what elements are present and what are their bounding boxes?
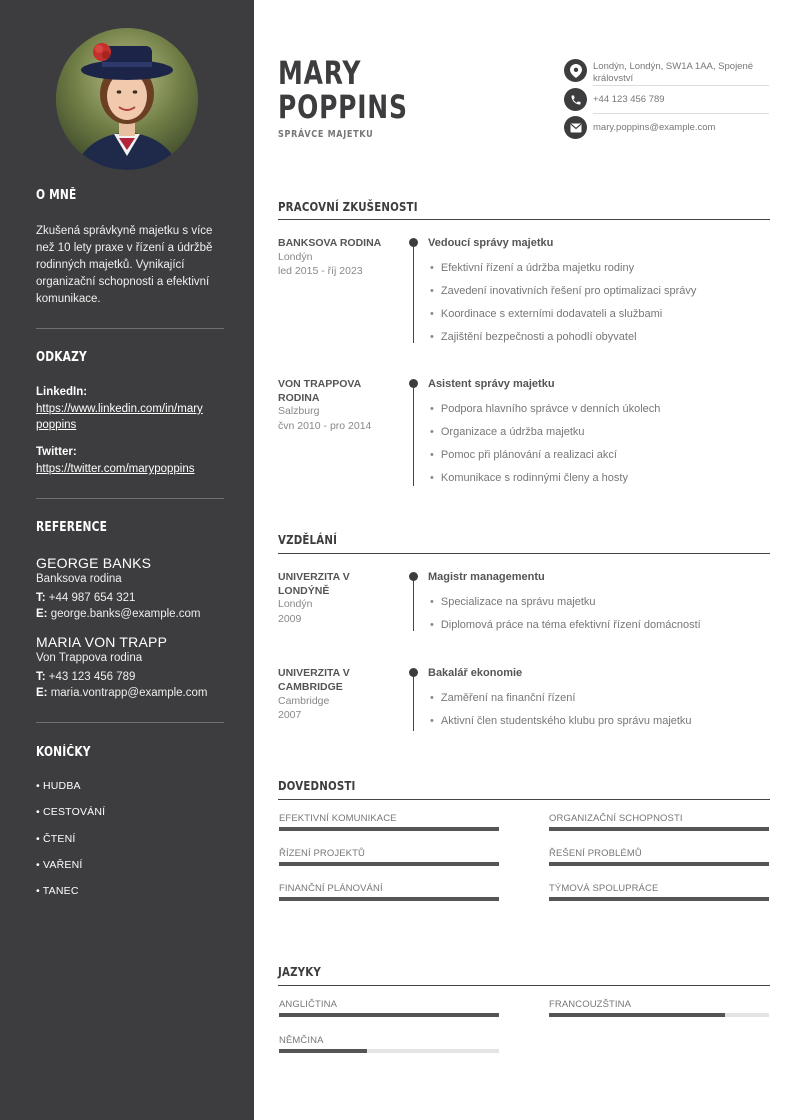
skill-bar-track bbox=[549, 862, 769, 866]
skills-title: DOVEDNOSTI bbox=[278, 778, 356, 793]
language-item bbox=[549, 999, 769, 1017]
twitter-link[interactable]: https://twitter.com/marypoppins bbox=[36, 463, 195, 475]
skill-bar-fill bbox=[549, 897, 769, 901]
bullet-item: • Aktivní člen studentského klubu pro správu majetku bbox=[430, 715, 692, 727]
hobby-item: • HUDBA bbox=[36, 780, 81, 792]
timeline-line bbox=[413, 384, 414, 486]
bullet-item: • Koordinace s externími dodavateli a službami bbox=[430, 308, 662, 320]
skill-label: FINANČNÍ PLÁNOVÁNÍ bbox=[279, 883, 383, 894]
job-role: SPRÁVCE MAJETKU bbox=[278, 129, 374, 140]
phone-text: +44 123 456 789 bbox=[593, 94, 665, 105]
skill-label: ŘEŠENÍ PROBLÉMŮ bbox=[549, 848, 642, 859]
job-position: Vedoucí správy majetku bbox=[428, 237, 554, 249]
reference-name: GEORGE BANKS bbox=[36, 555, 152, 571]
divider bbox=[36, 498, 224, 499]
reference-name: MARIA VON TRAPP bbox=[36, 634, 168, 650]
employment-dates: led 2015 - říj 2023 bbox=[278, 265, 363, 277]
language-bar-track bbox=[279, 1013, 499, 1017]
phone-value: +44 987 654 321 bbox=[48, 592, 136, 604]
section-divider bbox=[278, 553, 770, 554]
about-text: Zkušená správkyně majetku s více než 10 lety praxe v řízení a údržbě rodinných majetků. Vynikající organizační schopnosti a efektivní komunikace. bbox=[36, 225, 213, 305]
school-name: UNIVERZITA V CAMBRIDGE bbox=[278, 667, 350, 693]
links-title: ODKAZY bbox=[36, 350, 87, 365]
timeline-dot bbox=[409, 379, 418, 388]
graduation-year: 2007 bbox=[278, 709, 302, 721]
job-position: Asistent správy majetku bbox=[428, 378, 555, 390]
portrait-image bbox=[56, 28, 198, 170]
phone-label: T: bbox=[36, 671, 46, 683]
timeline-line bbox=[413, 673, 414, 731]
language-bar-fill bbox=[279, 1013, 499, 1017]
bullet-item: • Diplomová práce na téma efektivní řízení domácností bbox=[430, 619, 701, 631]
bullet-item: • Efektivní řízení a údržba majetku rodiny bbox=[430, 262, 634, 274]
skill-bar-track bbox=[279, 862, 499, 866]
skill-bar-track bbox=[279, 827, 499, 831]
graduation-year: 2009 bbox=[278, 613, 302, 625]
mail-icon bbox=[564, 116, 587, 139]
skill-item bbox=[279, 848, 499, 866]
hobby-item: • ČTENÍ bbox=[36, 833, 76, 845]
timeline-dot bbox=[409, 238, 418, 247]
skill-bar-fill bbox=[549, 862, 769, 866]
avatar bbox=[56, 28, 198, 170]
language-bar-fill bbox=[279, 1049, 367, 1053]
language-bar-track bbox=[549, 1013, 769, 1017]
person-name bbox=[278, 56, 408, 124]
sidebar bbox=[0, 0, 254, 1120]
linkedin-label: LinkedIn: bbox=[36, 386, 88, 398]
skill-label: EFEKTIVNÍ KOMUNIKACE bbox=[279, 813, 397, 824]
bullet-item: • Organizace a údržba majetku bbox=[430, 426, 585, 438]
skill-bar-fill bbox=[279, 827, 499, 831]
language-item bbox=[279, 1035, 499, 1053]
reference-phone bbox=[36, 671, 135, 683]
email-label: E: bbox=[36, 608, 48, 620]
employer-name: VON TRAPPOVA RODINA bbox=[278, 378, 361, 404]
language-bar-track bbox=[279, 1049, 499, 1053]
phone-value: +43 123 456 789 bbox=[48, 671, 136, 683]
skill-item bbox=[279, 883, 499, 901]
employment-dates: čvn 2010 - pro 2014 bbox=[278, 420, 372, 432]
employer-name: BANKSOVA RODINA bbox=[278, 237, 382, 249]
email-value: maria.vontrapp@example.com bbox=[50, 687, 208, 699]
section-divider bbox=[278, 799, 770, 800]
reference-org: Von Trappova rodina bbox=[36, 652, 143, 664]
skill-bar-fill bbox=[279, 897, 499, 901]
timeline-line bbox=[413, 243, 414, 343]
language-label: FRANCOUZŠTINA bbox=[549, 999, 632, 1010]
bullet-item: • Komunikace s rodinnými členy a hosty bbox=[430, 472, 628, 484]
reference-phone bbox=[36, 592, 135, 604]
skill-item bbox=[279, 813, 499, 831]
divider bbox=[593, 113, 769, 114]
skill-label: ORGANIZAČNÍ SCHOPNOSTI bbox=[549, 813, 683, 824]
hobby-item: • VAŘENÍ bbox=[36, 859, 83, 871]
school-location: Londýn bbox=[278, 598, 313, 610]
timeline-dot bbox=[409, 668, 418, 677]
skill-bar-track bbox=[549, 897, 769, 901]
degree-title: Magistr managementu bbox=[428, 571, 545, 583]
about-title: O MNĚ bbox=[36, 188, 77, 203]
name-first: MARY bbox=[278, 54, 362, 92]
divider bbox=[36, 722, 224, 723]
language-label: NĚMČINA bbox=[279, 1035, 324, 1046]
reference-email bbox=[36, 608, 200, 620]
twitter-label: Twitter: bbox=[36, 446, 77, 458]
languages-title: JAZYKY bbox=[278, 964, 321, 979]
linkedin-link[interactable]: https://www.linkedin.com/in/mary poppins bbox=[36, 403, 203, 431]
timeline-dot bbox=[409, 572, 418, 581]
reference-org: Banksova rodina bbox=[36, 573, 122, 585]
timeline-line bbox=[413, 577, 414, 631]
hobby-item: • TANEC bbox=[36, 885, 79, 897]
section-divider bbox=[278, 219, 770, 220]
location-icon bbox=[564, 59, 587, 82]
bullet-item: • Zajištění bezpečnosti a pohodlí obyvatel bbox=[430, 331, 637, 343]
language-label: ANGLIČTINA bbox=[279, 999, 338, 1010]
experience-title: PRACOVNÍ ZKUŠENOSTI bbox=[278, 199, 418, 214]
phone-label: T: bbox=[36, 592, 46, 604]
bullet-item: • Specializace na správu majetku bbox=[430, 596, 596, 608]
hobby-item: • CESTOVÁNÍ bbox=[36, 806, 106, 818]
bullet-item: • Pomoc při plánování a realizaci akcí bbox=[430, 449, 617, 461]
reference-email bbox=[36, 687, 207, 699]
skill-label: TÝMOVÁ SPOLUPRÁCE bbox=[549, 883, 659, 894]
skill-bar-fill bbox=[279, 862, 499, 866]
employer-location: Londýn bbox=[278, 251, 313, 263]
section-divider bbox=[278, 985, 770, 986]
divider bbox=[593, 85, 769, 86]
name-last: POPPINS bbox=[278, 88, 408, 126]
education-title: VZDĚLÁNÍ bbox=[278, 532, 338, 547]
skill-item bbox=[549, 883, 769, 901]
address-text: Londýn, Londýn, SW1A 1AA, Spojené království bbox=[593, 61, 754, 84]
email-text[interactable]: mary.poppins@example.com bbox=[593, 122, 716, 133]
school-location: Cambridge bbox=[278, 695, 330, 707]
language-bar-fill bbox=[549, 1013, 725, 1017]
skill-item bbox=[549, 848, 769, 866]
skill-bar-fill bbox=[549, 827, 769, 831]
skill-label: ŘÍZENÍ PROJEKTŮ bbox=[279, 848, 365, 859]
divider bbox=[36, 328, 224, 329]
school-name: UNIVERZITA V LONDÝNĚ bbox=[278, 571, 350, 597]
degree-title: Bakalář ekonomie bbox=[428, 667, 523, 679]
bullet-item: • Podpora hlavního správce v denních úkolech bbox=[430, 403, 660, 415]
bullet-item: • Zavedení inovativních řešení pro optimalizaci správy bbox=[430, 285, 696, 297]
hobbies-title: KONÍČKY bbox=[36, 745, 91, 760]
skill-bar-track bbox=[549, 827, 769, 831]
skill-bar-track bbox=[279, 897, 499, 901]
references-title: REFERENCE bbox=[36, 520, 108, 535]
language-item bbox=[279, 999, 499, 1017]
phone-icon bbox=[564, 88, 587, 111]
email-value: george.banks@example.com bbox=[50, 608, 201, 620]
bullet-item: • Zaměření na finanční řízení bbox=[430, 692, 575, 704]
email-label: E: bbox=[36, 687, 48, 699]
employer-location: Salzburg bbox=[278, 405, 320, 417]
skill-item bbox=[549, 813, 769, 831]
